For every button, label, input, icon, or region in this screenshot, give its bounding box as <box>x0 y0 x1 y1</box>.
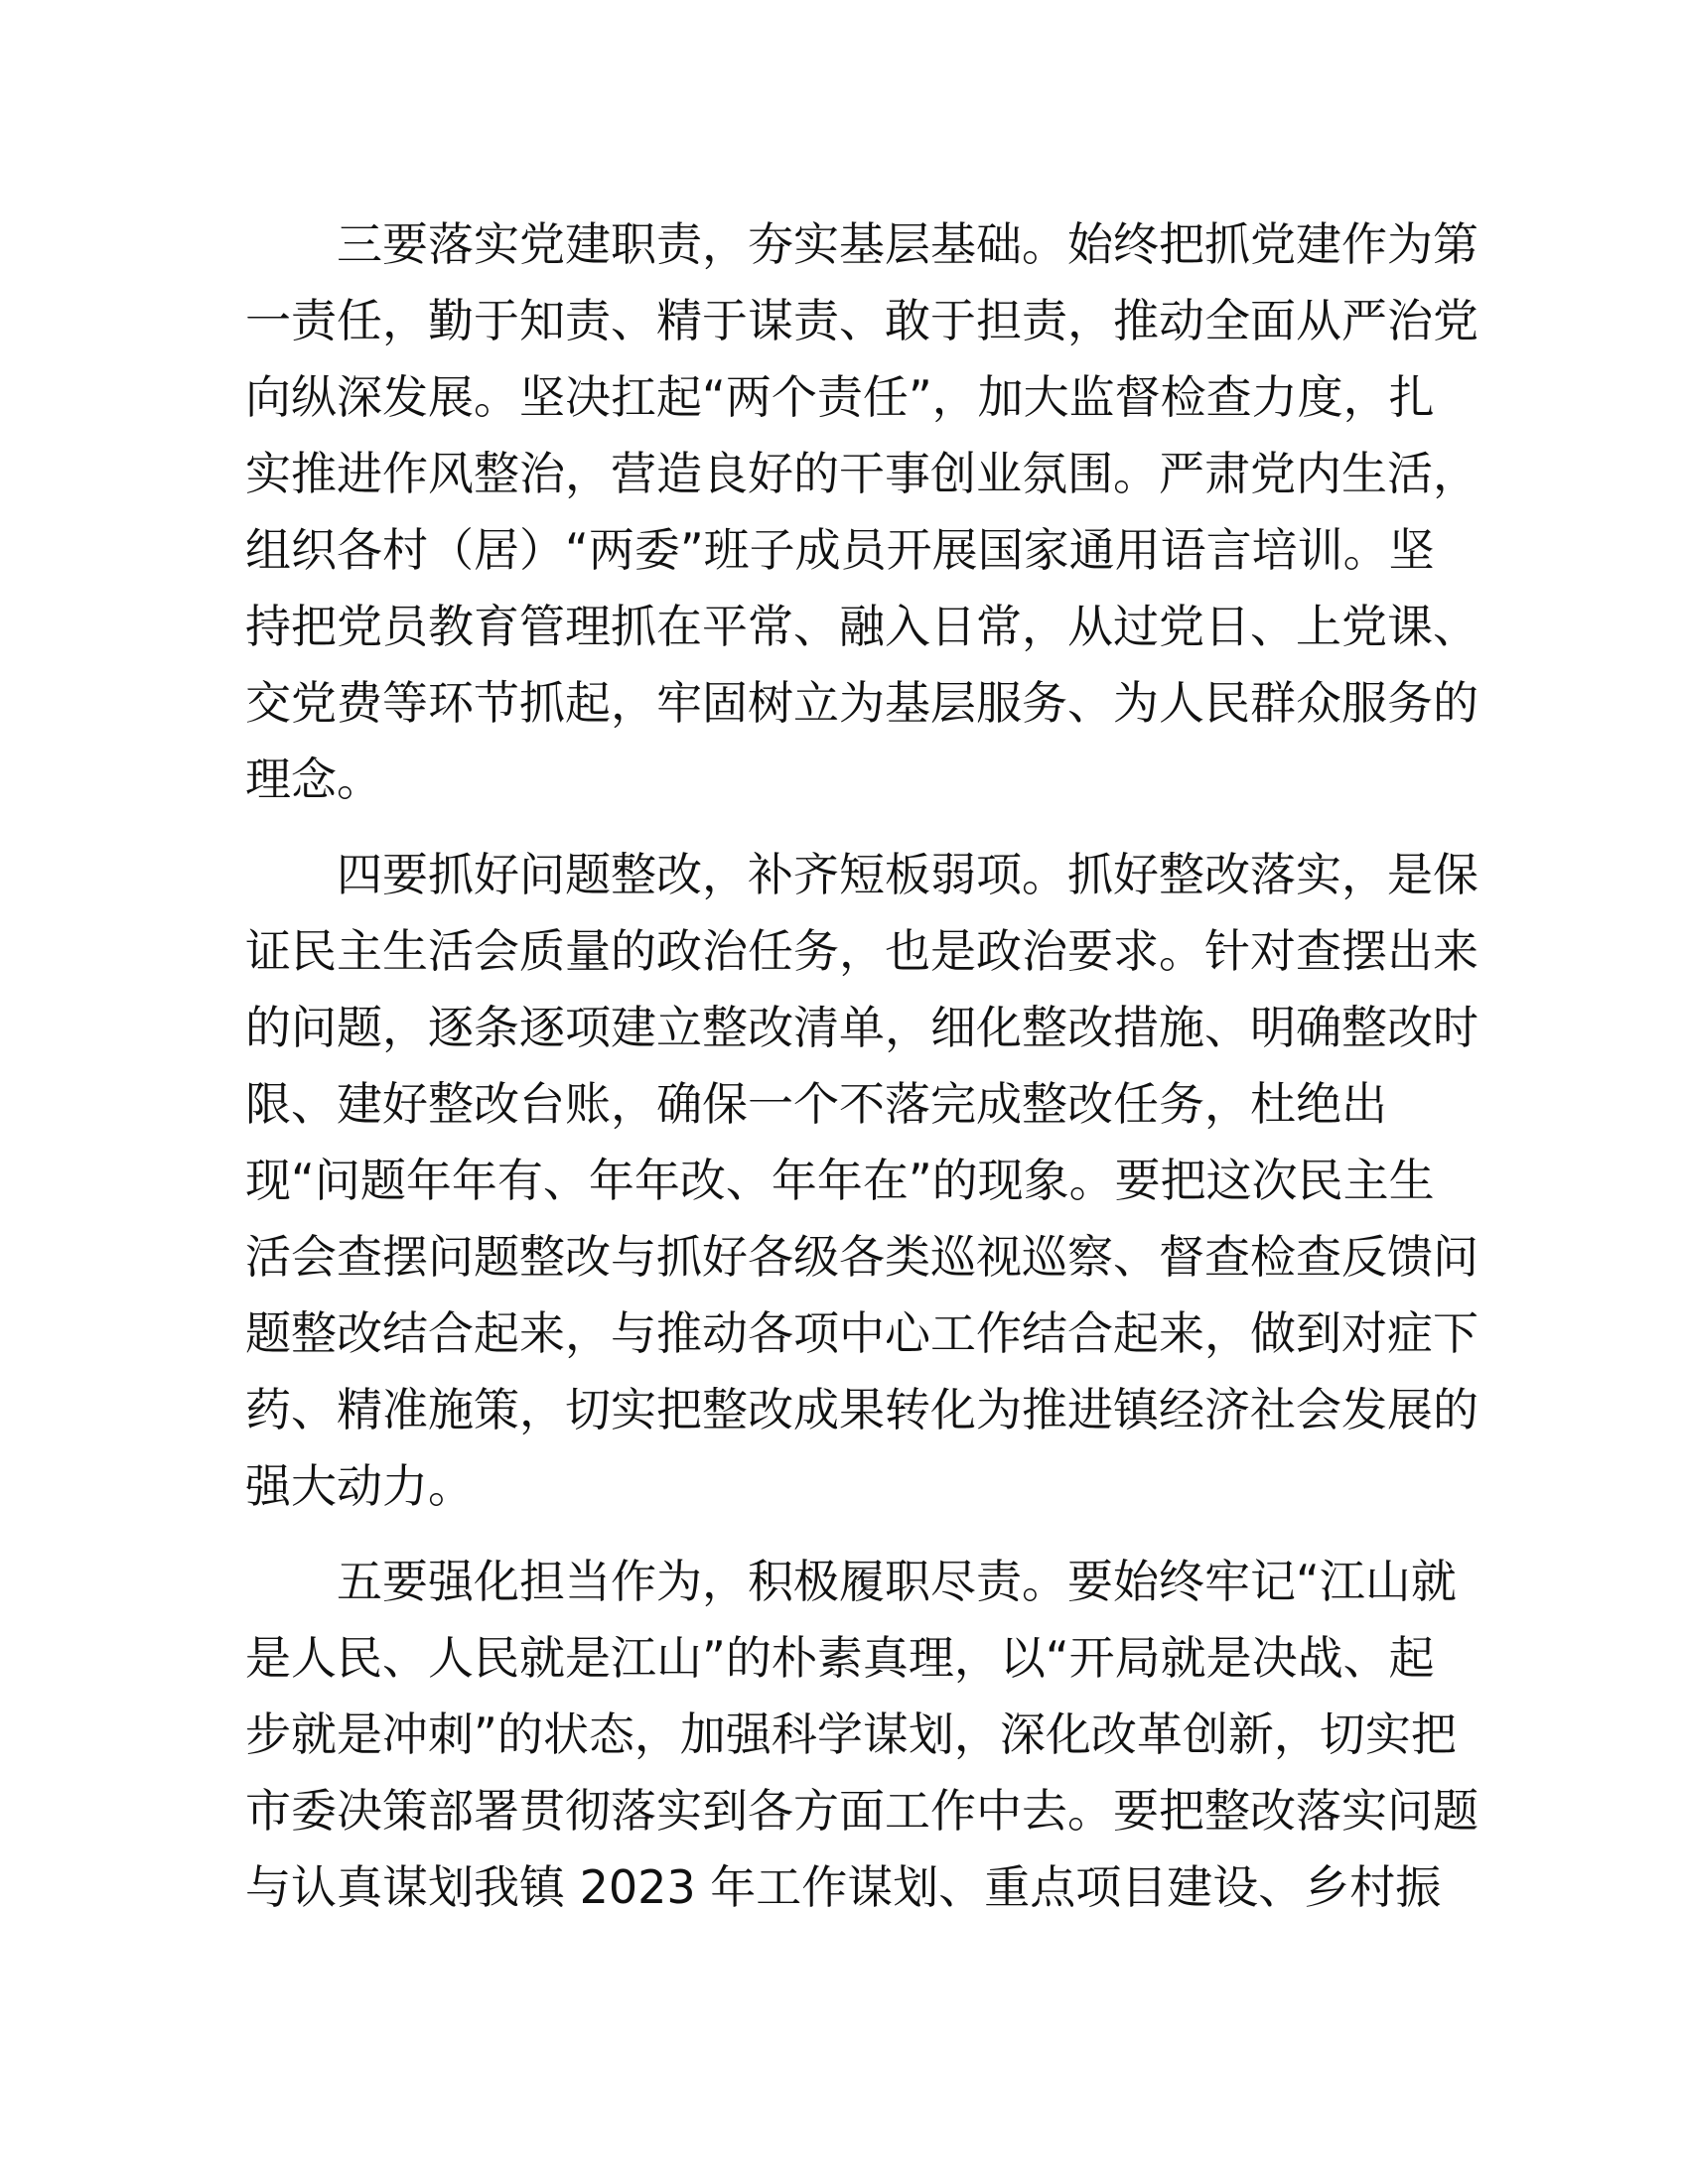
text-line: 活会查摆问题整改与抓好各级各类巡视巡察、督查检查反馈问 <box>245 1230 1478 1284</box>
paragraph-p4 <box>245 837 1478 1525</box>
text-line: 限、建好整改台账，确保一个不落完成整改任务，杜绝出 <box>245 1077 1387 1131</box>
text-line: 是人民、人民就是江山”的朴素真理，以“开局就是决战、起 <box>245 1631 1435 1685</box>
text-line: 现“问题年年有、年年改、年年在”的现象。要把这次民主生 <box>245 1154 1435 1207</box>
text-line: 药、精准施策，切实把整改成果转化为推进镇经济社会发展的 <box>245 1383 1478 1436</box>
text-line: 题整改结合起来，与推动各项中心工作结合起来，做到对症下 <box>245 1306 1478 1360</box>
text-line: 强大动力。 <box>245 1459 474 1513</box>
text-line: 实推进作风整治，营造良好的干事创业氛围。严肃党内生活， <box>245 447 1478 500</box>
text-line: 向纵深发展。坚决扛起“两个责任”，加大监督检查力度，扎 <box>245 370 1435 424</box>
text-line: 与认真谋划我镇 2023 年工作谋划、重点项目建设、乡村振 <box>245 1860 1442 1914</box>
text-line: 三要落实党建职责，夯实基层基础。始终把抓党建作为第 <box>337 217 1478 271</box>
text-line: 步就是冲刺”的状态，加强科学谋划，深化改革创新，切实把 <box>245 1707 1457 1761</box>
paragraph-p5 <box>245 1544 1478 1926</box>
text-line: 组织各村（居）“两委”班子成员开展国家通用语言培训。坚 <box>245 523 1435 577</box>
text-line: 市委决策部署贯彻落实到各方面工作中去。要把整改落实问题 <box>245 1784 1478 1838</box>
text-line: 五要强化担当作为，积极履职尽责。要始终牢记“江山就 <box>337 1555 1457 1608</box>
text-line: 一责任，勤于知责、精于谋责、敢于担责，推动全面从严治党 <box>245 294 1478 347</box>
text-line: 理念。 <box>245 752 382 806</box>
text-line: 证民主生活会质量的政治任务，也是政治要求。针对查摆出来 <box>245 924 1478 978</box>
text-line: 持把党员教育管理抓在平常、融入日常，从过党日、上党课、 <box>245 600 1478 653</box>
document-body <box>245 206 1478 1945</box>
text-line: 四要抓好问题整改，补齐短板弱项。抓好整改落实，是保 <box>337 848 1478 901</box>
paragraph-p3 <box>245 206 1478 818</box>
text-line: 的问题，逐条逐项建立整改清单，细化整改措施、明确整改时 <box>245 1001 1478 1054</box>
text-line: 交党费等环节抓起，牢固树立为基层服务、为人民群众服务的 <box>245 676 1478 730</box>
